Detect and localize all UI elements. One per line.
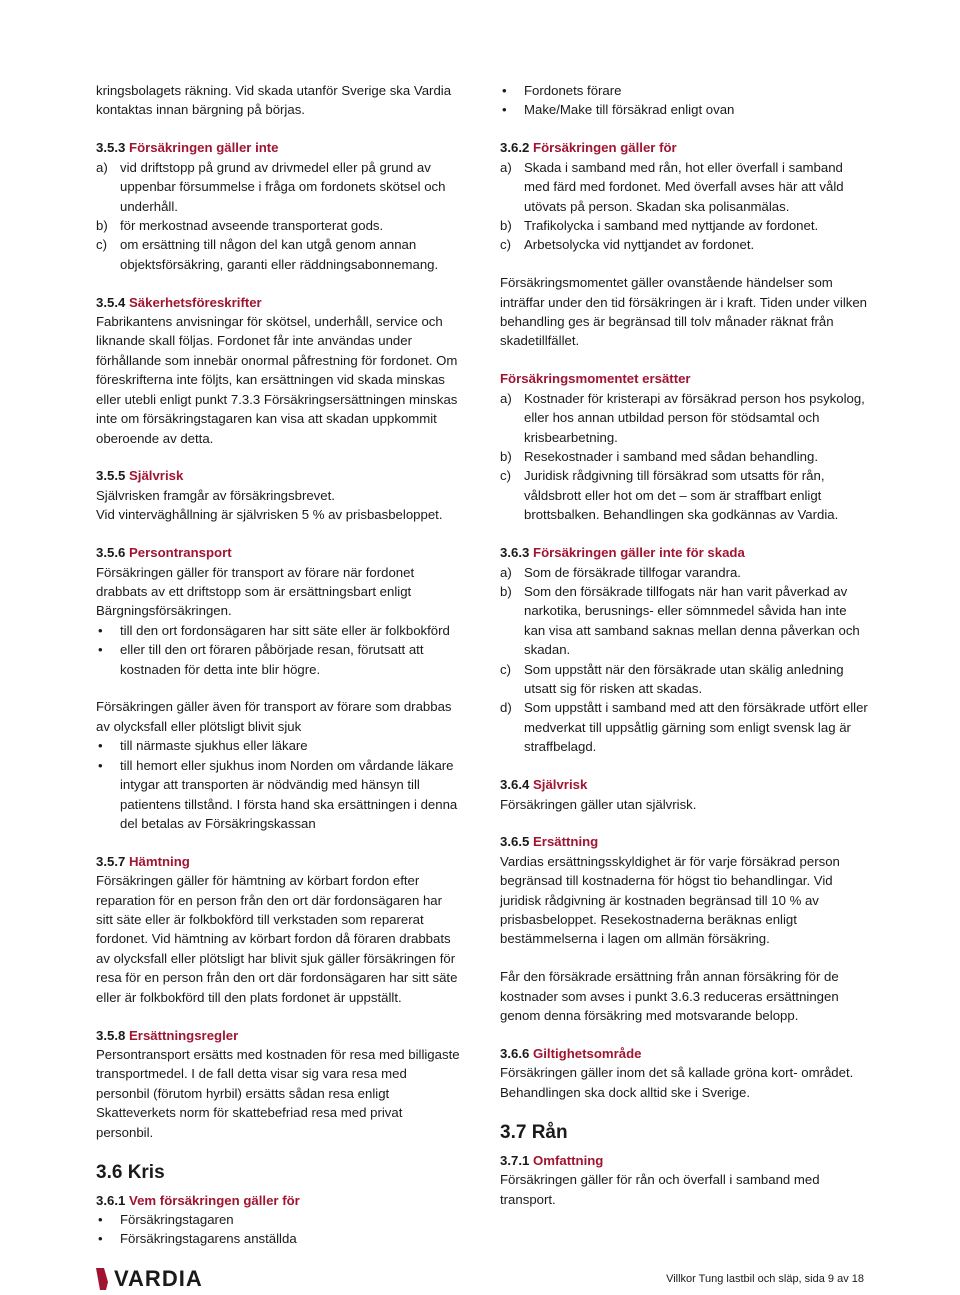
vardia-logo xyxy=(96,1268,203,1290)
section-3-5-7 xyxy=(96,852,462,1007)
section-heading: Försäkringsmomentet ersätter xyxy=(500,371,691,387)
logo-text: VARDIA xyxy=(114,1266,203,1291)
section-heading: 3.6.5 Ersättning xyxy=(500,834,599,850)
list-item: • till den ort fordonsägaren har sitt säte eller är folkbokförd xyxy=(98,622,450,638)
list-item: a) vid driftstopp på grund av drivmedel eller på grund av uppenbar försummelse i fråga om fordonets skötsel och underhåll. xyxy=(96,159,446,214)
list-item: • Försäkringstagaren xyxy=(98,1211,234,1227)
list-item: • Försäkringstagarens anställda xyxy=(98,1231,297,1247)
left-column xyxy=(96,81,462,1253)
list-item: • eller till den ort föraren påbörjade resan, förutsatt att kostnaden för detta inte blir högre. xyxy=(98,642,424,677)
section-heading: 3.7.1 Omfattning xyxy=(500,1152,604,1168)
section-body: Försäkringen gäller även för transport av förare som drabbas av olycksfall eller plötsligt blivit sjuk xyxy=(96,699,452,734)
section-3-5-4 xyxy=(96,293,462,448)
section-3-6 xyxy=(96,1161,462,1249)
bullet-list xyxy=(96,621,462,679)
section-line: Självrisken framgår av försäkringsbrevet. xyxy=(96,487,335,503)
section-ersatter xyxy=(500,369,870,524)
section-body: Försäkringsmomentet gäller ovanstående händelser som inträffar under den tid försäkringen är i kraft. Tiden under vilken behandling ges är begränsad till tolv månader räknat från skadetillfället. xyxy=(500,275,868,349)
intro-paragraph xyxy=(96,81,462,120)
section-heading: 3.5.7 Hämtning xyxy=(96,853,190,869)
section-heading: 3.6.6 Giltighetsområde xyxy=(500,1046,642,1062)
bullet-list xyxy=(96,736,462,833)
list-item: • Fordonets förare xyxy=(502,83,622,98)
section-body: Får den försäkrade ersättning från annan försäkring för de kostnader som avses i punkt 3.6.3 reduceras ersättningen genom denna försäkring med motsvarande belopp. xyxy=(500,969,839,1024)
chapter-heading: 3.7 Rån xyxy=(500,1121,568,1143)
section-3-7 xyxy=(500,1121,870,1209)
page-footer-text: Villkor Tung lastbil och släp, sida 9 av 18 xyxy=(666,1273,864,1285)
list-item: d) Som uppstått i samband med att den försäkrade utfört eller medverkat till uppsåtlig gärning som enligt svensk lag är straffbelagd. xyxy=(500,700,868,755)
section-heading: 3.5.6 Persontransport xyxy=(96,545,232,561)
list-item: c) Som uppstått när den försäkrade utan skälig anledning utsatt sig för risken att skadas. xyxy=(500,661,844,696)
list-item: a) Som de försäkrade tillfogar varandra. xyxy=(500,564,741,580)
section-body: Fabrikantens anvisningar för skötsel, underhåll, service och liknande skall följas. Fordonet får inte användas under förhållande som innebär onormal påfrestning för fordonet. Om föreskrifterna inte följts, kan ersättningen vid skada minskas eller utebli enligt punkt 7.3.3 Försäkringsersättningen minskas inte om försäkringstagaren kan visa att skadan uppkommit oberoende av detta. xyxy=(96,314,458,446)
section-body: Persontransport ersätts med kostnaden för resa med billigaste transportmedel. I de fall detta visar sig vara resa med personbil (förutom hyrbil) ersätts sådan resa enligt Skatteverkets norm för skattebefriad resa med privat personbil. xyxy=(96,1046,460,1140)
section-body: Försäkringen gäller utan självrisk. xyxy=(500,796,697,812)
list-item: c) Arbetsolycka vid nyttjandet av fordonet. xyxy=(500,237,755,253)
section-3-5-6-cont xyxy=(96,697,462,833)
section-3-6-6 xyxy=(500,1044,870,1102)
section-heading: 3.6.1 Vem försäkringen gäller för xyxy=(96,1192,300,1208)
list-item: • till närmaste sjukhus eller läkare xyxy=(98,738,308,754)
section-3-6-5-cont xyxy=(500,967,870,1025)
vardia-logo-mark-icon xyxy=(96,1268,114,1290)
lettered-list xyxy=(96,158,462,274)
section-body: Försäkringen gäller för hämtning av körbart fordon efter reparation för en person från den ort där fordonsägaren har sitt säte eller är folkbokförd till verkstaden som reparerat fordonet. Vid hämtning av körbart fordon då föraren drabbats av olycksfall eller plötsligt har blivit sjuk gäller försäkringen för resa för en person från den ort där fordonsägaren har sitt säte eller är folkbokförd till den plats fordonet är uppställt. xyxy=(96,873,458,1005)
list-item: b) Som den försäkrade tillfogats när han varit påverkad av narkotika, berusnings- eller sömnmedel såvida han inte kan visa att samband saknas mellan denna påverkan och skadan. xyxy=(500,583,860,658)
section-3-6-4 xyxy=(500,775,870,814)
list-item: a) Skada i samband med rån, hot eller överfall i samband med färd med fordonet. Med överfall avses här att våld utövats på person. Skadan ska polisanmälas. xyxy=(500,159,844,214)
list-item: a) Kostnader för kristerapi av försäkrad person hos psykolog, eller hos annan utbildad person för stödsamtal och krisbearbetning. xyxy=(500,390,865,445)
list-item: c) Juridisk rådgivning till försäkrad som utsatts för rån, våldsbrott eller hot om det – som är straffbart enligt brottsbalken. Behandlingen ska godkännas av Vardia. xyxy=(500,468,839,523)
section-3-5-8 xyxy=(96,1026,462,1142)
intro-text: kringsbolagets räkning. Vid skada utanför Sverige ska Vardia kontaktas innan bärgning på börjas. xyxy=(96,83,452,118)
list-item: b) Resekostnader i samband med sådan behandling. xyxy=(500,449,818,464)
continued-bullets xyxy=(500,81,870,120)
section-3-6-2-body xyxy=(500,273,870,351)
section-body: Vardias ersättningsskyldighet är för varje försäkrad person begränsad till kostnaderna för högst tio behandlingar. Vid juridisk rådgivning är kostnaden begränsad till 10 % av prisbasbeloppet. Resekostnaderna beräknas enligt bestämmelserna i lagen om allmän försäkring. xyxy=(500,853,840,947)
section-heading: 3.5.3 Försäkringen gäller inte xyxy=(96,140,279,156)
section-body: Försäkringen gäller inom det så kallade gröna kort- området. Behandlingen ska dock alltid ske i Sverige. xyxy=(500,1065,854,1100)
section-3-6-5 xyxy=(500,832,870,948)
bullet-list xyxy=(500,81,870,120)
section-line: Vid vinterväghållning är självrisken 5 % av prisbasbeloppet. xyxy=(96,507,443,523)
section-heading: 3.6.3 Försäkringen gäller inte för skada xyxy=(500,545,745,561)
section-heading: 3.5.8 Ersättningsregler xyxy=(96,1027,239,1043)
list-item: • Make/Make till försäkrad enligt ovan xyxy=(502,102,735,118)
section-body: Försäkringen gäller för transport av förare när fordonet drabbats av ett driftstopp som är ersättningsbart enligt Bärgningsförsäkringen. xyxy=(96,564,415,619)
section-heading: 3.5.4 Säkerhetsföreskrifter xyxy=(96,294,262,310)
list-item: b) för merkostnad avseende transporterat gods. xyxy=(96,217,384,233)
lettered-list xyxy=(500,158,870,255)
section-body: Försäkringen gäller för rån och överfall i samband med transport. xyxy=(500,1172,820,1207)
right-column xyxy=(500,81,870,1228)
lettered-list xyxy=(500,563,870,757)
section-3-5-5 xyxy=(96,466,462,524)
section-heading: 3.6.4 Självrisk xyxy=(500,777,588,793)
bullet-list xyxy=(96,1210,462,1249)
section-3-5-3 xyxy=(96,138,462,274)
section-3-5-6 xyxy=(96,543,462,679)
section-3-6-2 xyxy=(500,138,870,254)
lettered-list xyxy=(500,389,870,525)
section-heading: 3.6.2 Försäkringen gäller för xyxy=(500,140,677,156)
list-item: b) Trafikolycka i samband med nyttjande av fordonet. xyxy=(500,217,819,233)
list-item: • till hemort eller sjukhus inom Norden om vårdande läkare intygar att transporten är nödvändig med hänsyn till patientens tillstånd. I första hand ska ersättningen i denna del betalas av Försäkringskassan xyxy=(98,757,458,831)
list-item: c) om ersättning till någon del kan utgå genom annan objektsförsäkring, garanti eller räddningsabonnemang. xyxy=(96,237,439,272)
section-heading: 3.5.5 Självrisk xyxy=(96,468,184,484)
section-3-6-3 xyxy=(500,543,870,756)
chapter-heading: 3.6 Kris xyxy=(96,1161,165,1183)
